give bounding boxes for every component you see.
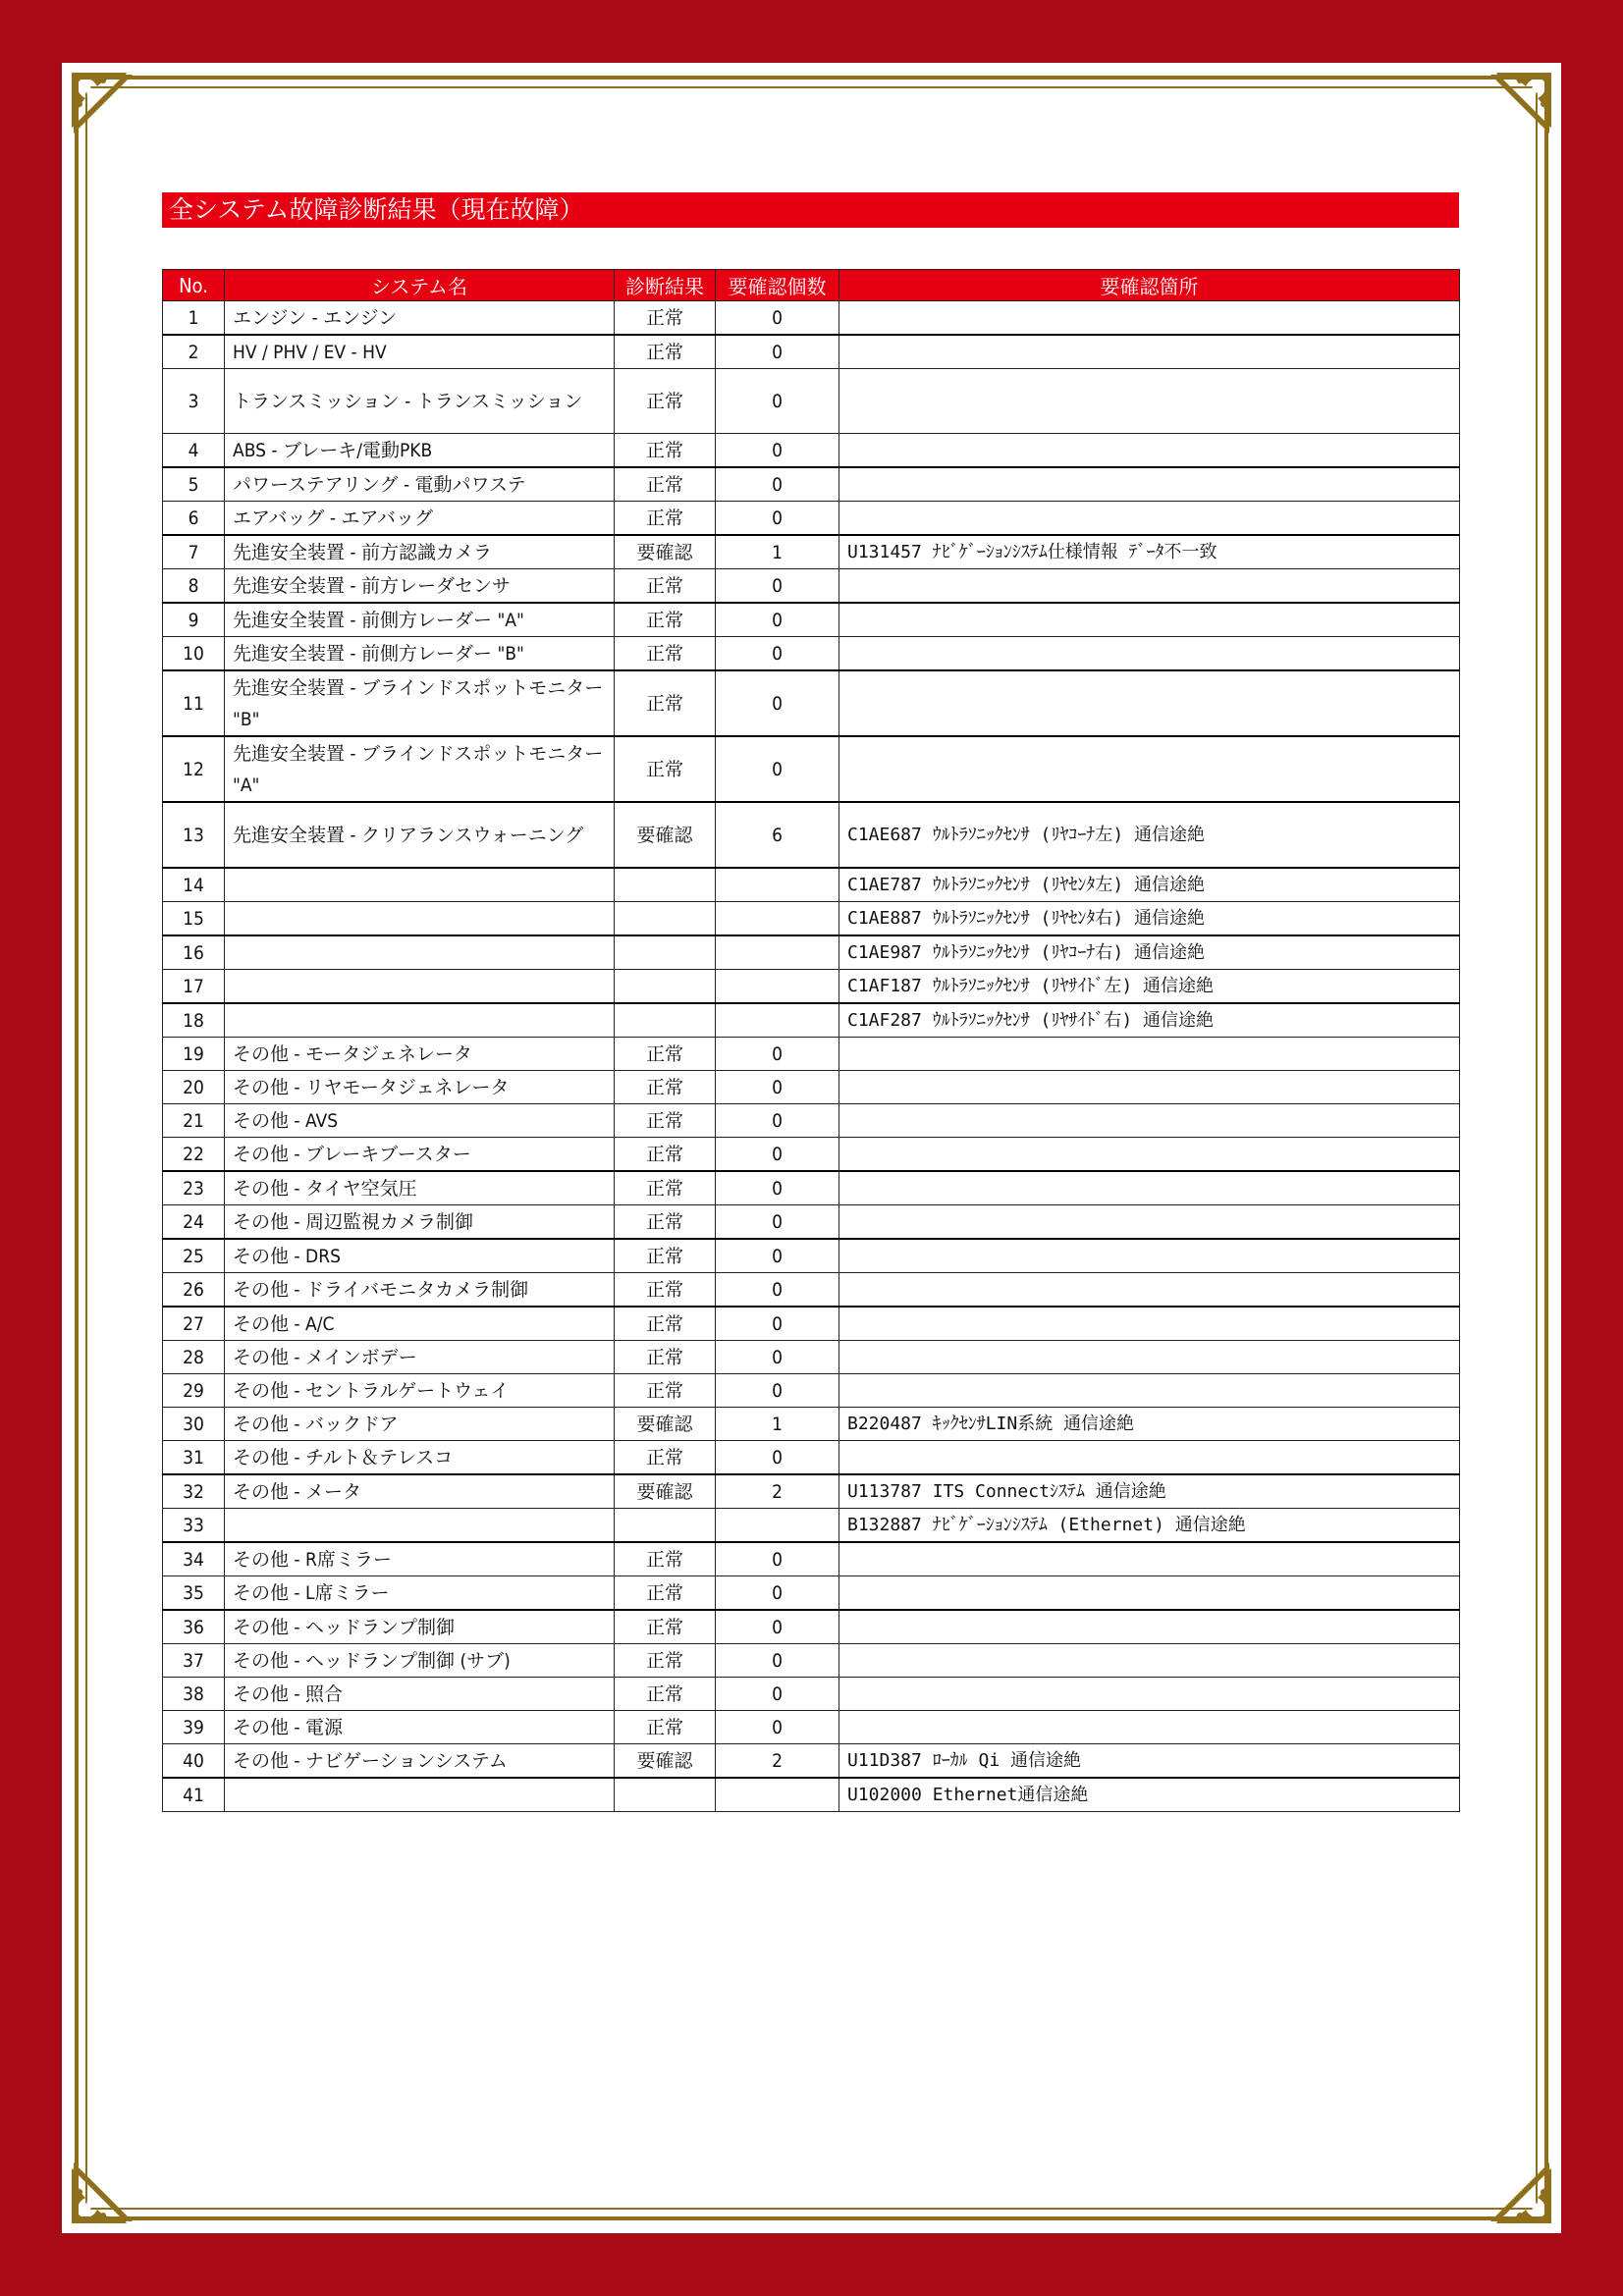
system-name [225,935,615,970]
diagnosis-result: 要確認 [615,1408,716,1441]
row-number: 37 [163,1644,225,1678]
check-location [839,1644,1460,1678]
row-number: 7 [163,535,225,569]
system-name: その他 - チルト＆テレスコ [225,1441,615,1475]
check-count: 0 [716,736,839,802]
check-count: 0 [716,467,839,502]
column-header-no: No. [163,270,225,301]
diagnosis-result: 正常 [615,1171,716,1205]
check-location [839,1610,1460,1644]
diagnosis-result: 正常 [615,1711,716,1744]
diagnosis-result: 正常 [615,1610,716,1644]
check-count [716,1778,839,1812]
row-number: 14 [163,868,225,902]
check-count: 2 [716,1474,839,1509]
check-count [716,868,839,902]
row-number: 19 [163,1038,225,1071]
row-number: 21 [163,1104,225,1138]
system-name: その他 - バックドア [225,1408,615,1441]
check-location [839,1678,1460,1711]
table-header-row [163,270,1460,301]
diagnosis-result: 要確認 [615,1474,716,1509]
check-location [839,1273,1460,1308]
check-count: 0 [716,603,839,637]
row-number: 11 [163,670,225,736]
table-row [163,1038,1460,1071]
row-number: 33 [163,1509,225,1543]
check-count [716,902,839,936]
diagnosis-result: 要確認 [615,535,716,569]
ornament-corner-icon [68,69,138,139]
system-name: その他 - L席ミラー [225,1576,615,1611]
check-count: 1 [716,535,839,569]
check-count: 0 [716,1678,839,1711]
table-row [163,637,1460,671]
check-location [839,1071,1460,1104]
row-number: 25 [163,1239,225,1273]
diagnosis-result: 正常 [615,1205,716,1240]
table-row [163,1239,1460,1273]
row-number: 13 [163,802,225,868]
check-location [839,1374,1460,1408]
system-name: その他 - 周辺監視カメラ制御 [225,1205,615,1240]
check-count [716,1509,839,1543]
system-name: 先進安全装置 - ブラインドスポットモニター "B" [225,670,615,736]
system-name: ABS - ブレーキ/電動PKB [225,434,615,468]
table-row [163,335,1460,369]
diagnosis-result [615,1003,716,1038]
table-row [163,569,1460,604]
diagnosis-result: 正常 [615,1071,716,1104]
table-row [163,1307,1460,1341]
table-row [163,868,1460,902]
row-number: 24 [163,1205,225,1240]
check-location: U113787 ITS Connectｼｽﾃﾑ 通信途絶 [839,1474,1460,1509]
diagnosis-result: 正常 [615,301,716,336]
row-number: 22 [163,1138,225,1172]
system-name: その他 - R席ミラー [225,1542,615,1576]
system-name: エンジン - エンジン [225,301,615,336]
check-location: C1AE887 ｳﾙﾄﾗｿﾆｯｸｾﾝｻ (ﾘﾔｾﾝﾀ右) 通信途絶 [839,902,1460,936]
system-name [225,902,615,936]
diagnosis-result: 正常 [615,1644,716,1678]
check-count: 0 [716,1038,839,1071]
table-row [163,1071,1460,1104]
diagnosis-result: 要確認 [615,1744,716,1779]
check-location [839,301,1460,336]
table-row [163,1644,1460,1678]
table-row [163,1542,1460,1576]
system-name: その他 - 照合 [225,1678,615,1711]
ornament-corner-icon [68,2157,138,2227]
row-number: 36 [163,1610,225,1644]
check-count: 0 [716,502,839,536]
system-name: その他 - ヘッドランプ制御 [225,1610,615,1644]
column-header-count: 要確認個数 [716,270,839,301]
row-number: 35 [163,1576,225,1611]
row-number: 23 [163,1171,225,1205]
check-count: 0 [716,1205,839,1240]
check-count: 0 [716,1610,839,1644]
check-count: 0 [716,637,839,671]
system-name: その他 - 電源 [225,1711,615,1744]
table-row [163,1744,1460,1779]
check-location [839,1542,1460,1576]
system-name: その他 - ドライバモニタカメラ制御 [225,1273,615,1308]
check-location [839,1576,1460,1611]
diagnosis-result: 正常 [615,1239,716,1273]
check-location [839,502,1460,536]
check-count: 0 [716,1542,839,1576]
table-row [163,1104,1460,1138]
row-number: 28 [163,1341,225,1374]
check-location [839,369,1460,434]
diagnosis-result: 正常 [615,502,716,536]
system-name: その他 - DRS [225,1239,615,1273]
diagnosis-result: 正常 [615,1307,716,1341]
system-name [225,1003,615,1038]
table-row [163,467,1460,502]
system-name: その他 - リヤモータジェネレータ [225,1071,615,1104]
diagnosis-result [615,1778,716,1812]
row-number: 2 [163,335,225,369]
table-row [163,1003,1460,1038]
check-count: 0 [716,1374,839,1408]
row-number: 18 [163,1003,225,1038]
table-row [163,1273,1460,1308]
check-count: 1 [716,1408,839,1441]
check-location [839,1711,1460,1744]
row-number: 29 [163,1374,225,1408]
page-title: 全システム故障診断結果（現在故障） [162,192,1459,228]
row-number: 16 [163,935,225,970]
diagnosis-result: 正常 [615,335,716,369]
check-count: 6 [716,802,839,868]
check-location [839,1138,1460,1172]
diagnosis-result: 正常 [615,603,716,637]
table-row [163,1474,1460,1509]
table-row [163,902,1460,936]
row-number: 32 [163,1474,225,1509]
diagnosis-result: 正常 [615,1441,716,1475]
diagnosis-result: 正常 [615,1104,716,1138]
table-row [163,1171,1460,1205]
table-row [163,1408,1460,1441]
check-count: 0 [716,670,839,736]
check-count: 0 [716,1711,839,1744]
system-name: その他 - タイヤ空気圧 [225,1171,615,1205]
check-count: 0 [716,1341,839,1374]
diagnosis-result [615,868,716,902]
check-count: 0 [716,1239,839,1273]
ornament-corner-icon [1485,69,1555,139]
diagnosis-result: 正常 [615,1038,716,1071]
row-number: 41 [163,1778,225,1812]
table-row [163,935,1460,970]
check-location [839,1171,1460,1205]
system-name: その他 - ヘッドランプ制御 (サブ) [225,1644,615,1678]
system-name: 先進安全装置 - 前方レーダセンサ [225,569,615,604]
table-row [163,1509,1460,1543]
check-count: 0 [716,1138,839,1172]
table-row [163,1138,1460,1172]
check-location [839,603,1460,637]
row-number: 17 [163,970,225,1004]
row-number: 6 [163,502,225,536]
system-name: その他 - ブレーキブースター [225,1138,615,1172]
system-name: 先進安全装置 - 前方認識カメラ [225,535,615,569]
diagnosis-result [615,935,716,970]
table-row [163,434,1460,468]
check-count: 0 [716,569,839,604]
table-row [163,603,1460,637]
table-row [163,1778,1460,1812]
system-name [225,868,615,902]
table-row [163,1441,1460,1475]
system-name [225,1509,615,1543]
row-number: 30 [163,1408,225,1441]
diagnosis-table [162,269,1460,1812]
table-row [163,670,1460,736]
system-name: トランスミッション - トランスミッション [225,369,615,434]
row-number: 38 [163,1678,225,1711]
check-count: 0 [716,1273,839,1308]
check-location: C1AE987 ｳﾙﾄﾗｿﾆｯｸｾﾝｻ (ﾘﾔｺｰﾅ右) 通信途絶 [839,935,1460,970]
check-count: 0 [716,434,839,468]
check-location [839,467,1460,502]
check-count: 0 [716,1071,839,1104]
system-name: 先進安全装置 - ブラインドスポットモニター "A" [225,736,615,802]
row-number: 8 [163,569,225,604]
system-name: 先進安全装置 - 前側方レーダー "B" [225,637,615,671]
diagnosis-result: 正常 [615,467,716,502]
column-header-system: システム名 [225,270,615,301]
row-number: 9 [163,603,225,637]
diagnosis-result: 正常 [615,369,716,434]
table-row [163,1678,1460,1711]
table-row [163,736,1460,802]
table-row [163,1711,1460,1744]
row-number: 10 [163,637,225,671]
check-count: 0 [716,1307,839,1341]
check-location: U131457 ﾅﾋﾞｹﾞｰｼｮﾝｼｽﾃﾑ仕様情報 ﾃﾞｰﾀ不一致 [839,535,1460,569]
system-name: パワーステアリング - 電動パワステ [225,467,615,502]
check-location [839,670,1460,736]
diagnosis-result [615,902,716,936]
check-location: C1AE687 ｳﾙﾄﾗｿﾆｯｸｾﾝｻ (ﾘﾔｺｰﾅ左) 通信途絶 [839,802,1460,868]
table-row [163,1341,1460,1374]
check-location [839,1441,1460,1475]
table-row [163,369,1460,434]
check-location [839,1104,1460,1138]
row-number: 31 [163,1441,225,1475]
diagnosis-result [615,1509,716,1543]
system-name: エアバッグ - エアバッグ [225,502,615,536]
check-location [839,1239,1460,1273]
table-row [163,970,1460,1004]
row-number: 27 [163,1307,225,1341]
system-name: その他 - セントラルゲートウェイ [225,1374,615,1408]
check-location [839,1205,1460,1240]
system-name: その他 - ナビゲーションシステム [225,1744,615,1779]
check-location: B220487 ｷｯｸｾﾝｻLIN系統 通信途絶 [839,1408,1460,1441]
system-name: その他 - メータ [225,1474,615,1509]
diagnosis-result: 正常 [615,670,716,736]
row-number: 34 [163,1542,225,1576]
check-count [716,935,839,970]
system-name: その他 - モータジェネレータ [225,1038,615,1071]
diagnosis-result: 要確認 [615,802,716,868]
check-location [839,434,1460,468]
table-row [163,1576,1460,1611]
check-count: 0 [716,1171,839,1205]
ornament-corner-icon [1485,2157,1555,2227]
check-count: 0 [716,369,839,434]
diagnosis-result: 正常 [615,1678,716,1711]
system-name [225,1778,615,1812]
diagnosis-result: 正常 [615,736,716,802]
row-number: 3 [163,369,225,434]
system-name: 先進安全装置 - クリアランスウォーニング [225,802,615,868]
check-location [839,335,1460,369]
check-location [839,736,1460,802]
check-location: B132887 ﾅﾋﾞｹﾞｰｼｮﾝｼｽﾃﾑ (Ethernet) 通信途絶 [839,1509,1460,1543]
row-number: 4 [163,434,225,468]
check-count [716,1003,839,1038]
row-number: 26 [163,1273,225,1308]
diagnosis-result: 正常 [615,1341,716,1374]
check-location: C1AF287 ｳﾙﾄﾗｿﾆｯｸｾﾝｻ (ﾘﾔｻｲﾄﾞ右) 通信途絶 [839,1003,1460,1038]
row-number: 12 [163,736,225,802]
system-name: その他 - AVS [225,1104,615,1138]
row-number: 40 [163,1744,225,1779]
row-number: 15 [163,902,225,936]
check-location [839,569,1460,604]
diagnosis-result: 正常 [615,434,716,468]
diagnosis-result: 正常 [615,1138,716,1172]
diagnosis-result: 正常 [615,637,716,671]
table-row [163,1610,1460,1644]
row-number: 1 [163,301,225,336]
diagnosis-result [615,970,716,1004]
table-row [163,502,1460,536]
column-header-result: 診断結果 [615,270,716,301]
system-name [225,970,615,1004]
check-count: 0 [716,335,839,369]
diagnosis-result: 正常 [615,1576,716,1611]
check-count [716,970,839,1004]
check-location: U102000 Ethernet通信途絶 [839,1778,1460,1812]
table-row [163,1374,1460,1408]
check-location: U11D387 ﾛｰｶﾙ Qi 通信途絶 [839,1744,1460,1779]
check-count: 0 [716,1441,839,1475]
check-location [839,1038,1460,1071]
diagnosis-result: 正常 [615,1542,716,1576]
check-count: 2 [716,1744,839,1779]
row-number: 5 [163,467,225,502]
check-location: C1AF187 ｳﾙﾄﾗｿﾆｯｸｾﾝｻ (ﾘﾔｻｲﾄﾞ左) 通信途絶 [839,970,1460,1004]
check-count: 0 [716,301,839,336]
table-row [163,1205,1460,1240]
table-row [163,802,1460,868]
system-name: 先進安全装置 - 前側方レーダー "A" [225,603,615,637]
table-row [163,301,1460,336]
system-name: その他 - A/C [225,1307,615,1341]
row-number: 20 [163,1071,225,1104]
check-count: 0 [716,1576,839,1611]
system-name: その他 - メインボデー [225,1341,615,1374]
check-location [839,637,1460,671]
check-location: C1AE787 ｳﾙﾄﾗｿﾆｯｸｾﾝｻ (ﾘﾔｾﾝﾀ左) 通信途絶 [839,868,1460,902]
diagnosis-result: 正常 [615,1273,716,1308]
column-header-location: 要確認箇所 [839,270,1460,301]
diagnosis-result: 正常 [615,569,716,604]
check-location [839,1307,1460,1341]
table-row [163,535,1460,569]
check-count: 0 [716,1104,839,1138]
check-location [839,1341,1460,1374]
diagnosis-result: 正常 [615,1374,716,1408]
row-number: 39 [163,1711,225,1744]
check-count: 0 [716,1644,839,1678]
system-name: HV / PHV / EV - HV [225,335,615,369]
